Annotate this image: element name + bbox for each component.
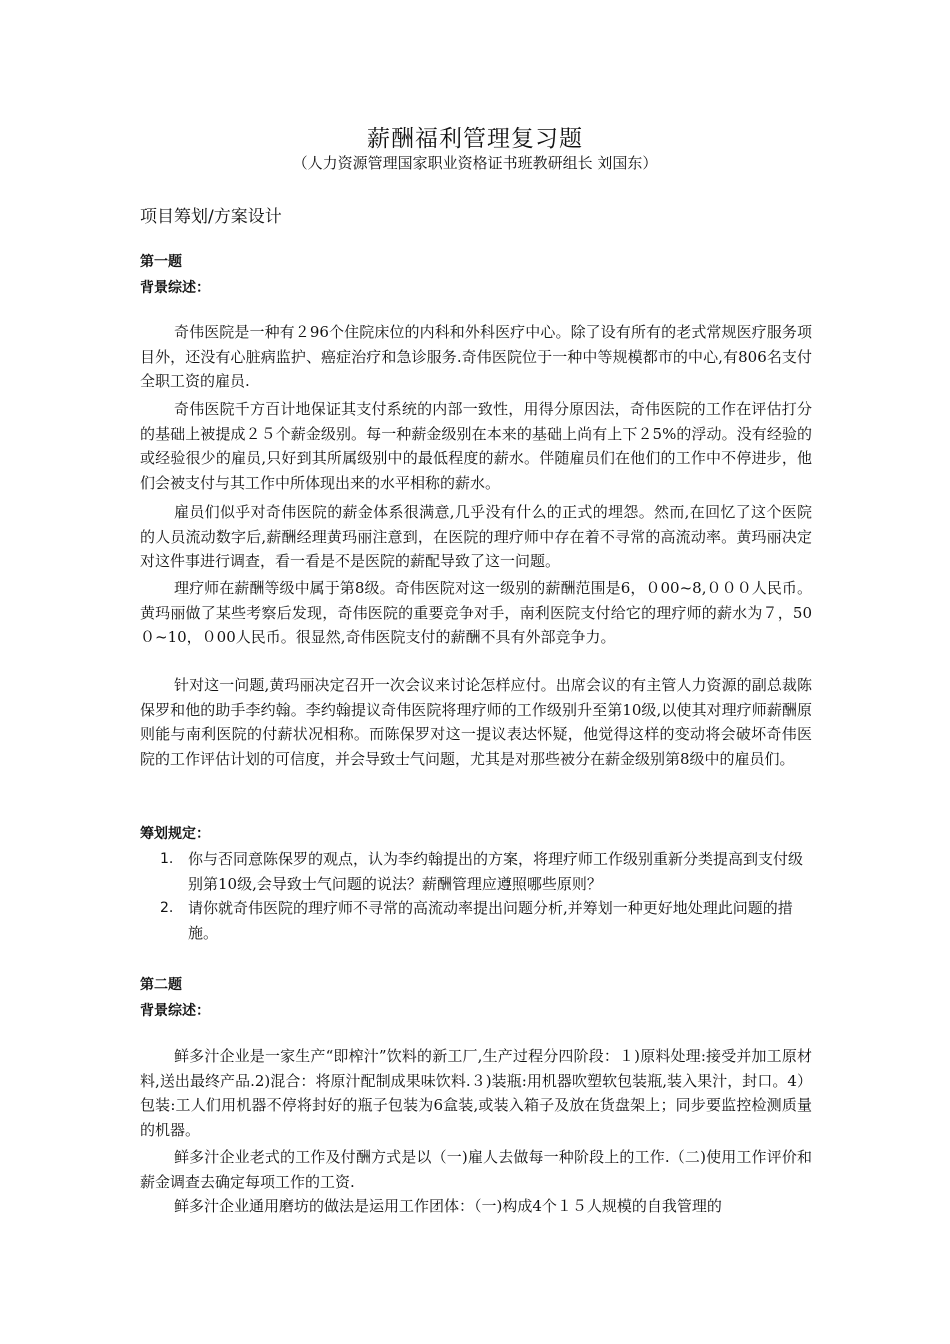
list-item [140, 847, 812, 896]
section-heading: 项目筹划/方案设计 [140, 207, 282, 227]
q2-heading: 第二题 [140, 977, 182, 993]
q1-planning-label: 筹划规定： [140, 826, 210, 842]
q1-question-list [140, 847, 812, 945]
q1-paragraph-1: 奇伟医院是一种有２96个住院床位的内科和外科医疗中心。除了设有所有的老式常规医疗服务项目外，还没有心脏病监护、癌症治疗和急诊服务.奇伟医院位于一种中等规模都市的中心,有806名支付全职工资的雇员. [140, 323, 812, 390]
q2-paragraph-1: 鲜多汁企业是一家生产“即榨汁”饮料的新工厂,生产过程分四阶段：１)原料处理:接受并加工原材料,送出最终产品.2)混合：将原汁配制成果味饮料.３)装瓶:用机器吹塑软包装瓶,装入果汁，封口。4）包装:工人们用机器不停将封好的瓶子包装为6盒装,或装入箱子及放在货盘架上；同步要监控检测质量的机器。 [140, 1047, 812, 1139]
list-number: 1. [160, 851, 174, 867]
q2-paragraph-3: 鲜多汁企业通用磨坊的做法是运用工作团体：（一)构成4个１５人规模的自我管理的 [174, 1197, 722, 1215]
list-item [140, 896, 812, 945]
q2-background-label: 背景综述： [140, 1003, 210, 1019]
q1-paragraph-4: 理疗师在薪酬等级中属于第8级。奇伟医院对这一级别的薪酬范围是6，０00~8,０００人民币。黄玛丽做了某些考察后发现，奇伟医院的重要竞争对手，南利医院支付给它的理疗师的薪水为７，50０~10，０00人民币。很显然,奇伟医院支付的薪酬不具有外部竞争力。 [140, 579, 812, 646]
document-title: 薪酬福利管理复习题 [367, 126, 583, 152]
q2-paragraph-2: 鲜多汁企业老式的工作及付酬方式是以（一)雇人去做每一种阶段上的工作.（二)使用工作评价和薪金调查去确定每项工作的工资. [140, 1148, 812, 1191]
q1-heading: 第一题 [140, 254, 182, 270]
list-item-text: 请你就奇伟医院的理疗师不寻常的高流动率提出问题分析,并筹划一种更好地处理此问题的措施。 [188, 899, 793, 942]
q1-paragraph-3: 雇员们似乎对奇伟医院的薪金体系很满意,几乎没有什么的正式的埋怨。然而,在回忆了这个医院的人员流动数字后,薪酬经理黄玛丽注意到，在医院的理疗师中存在着不寻常的高流动率。黄玛丽决定对这件事进行调查，看一看是不是医院的薪配导致了这一问题。 [140, 503, 812, 570]
q1-paragraph-2: 奇伟医院千方百计地保证其支付系统的内部一致性，用得分原因法，奇伟医院的工作在评估打分的基础上被提成２５个薪金级别。每一种薪金级别在本来的基础上尚有上下２5%的浮动。没有经验的或经验很少的雇员,只好到其所属级别中的最低程度的薪水。伴随雇员们在他们的工作中不停进步，他们会被支付与其工作中所体现出来的水平相称的薪水。 [140, 400, 812, 492]
document-subtitle: （人力资源管理国家职业资格证书班教研组长 刘国东） [292, 154, 658, 172]
q1-paragraph-5: 针对这一问题,黄玛丽决定召开一次会议来讨论怎样应付。出席会议的有主管人力资源的副总裁陈保罗和他的助手李约翰。李约翰提议奇伟医院将理疗师的工作级别升至第10级,以使其对理疗师薪酬原则能与南利医院的付薪状况相称。而陈保罗对这一提议表达怀疑，他觉得这样的变动将会破坏奇伟医院的工作评估计划的可信度，并会导致士气问题，尤其是对那些被分在薪金级别第8级中的雇员们。 [140, 676, 812, 768]
list-item-text: 你与否同意陈保罗的观点，认为李约翰提出的方案，将理疗师工作级别重新分类提高到支付级别第10级,会导致士气问题的说法？薪酬管理应遵照哪些原则？ [188, 850, 804, 893]
list-number: 2. [160, 900, 174, 916]
q1-background-label: 背景综述： [140, 280, 210, 296]
